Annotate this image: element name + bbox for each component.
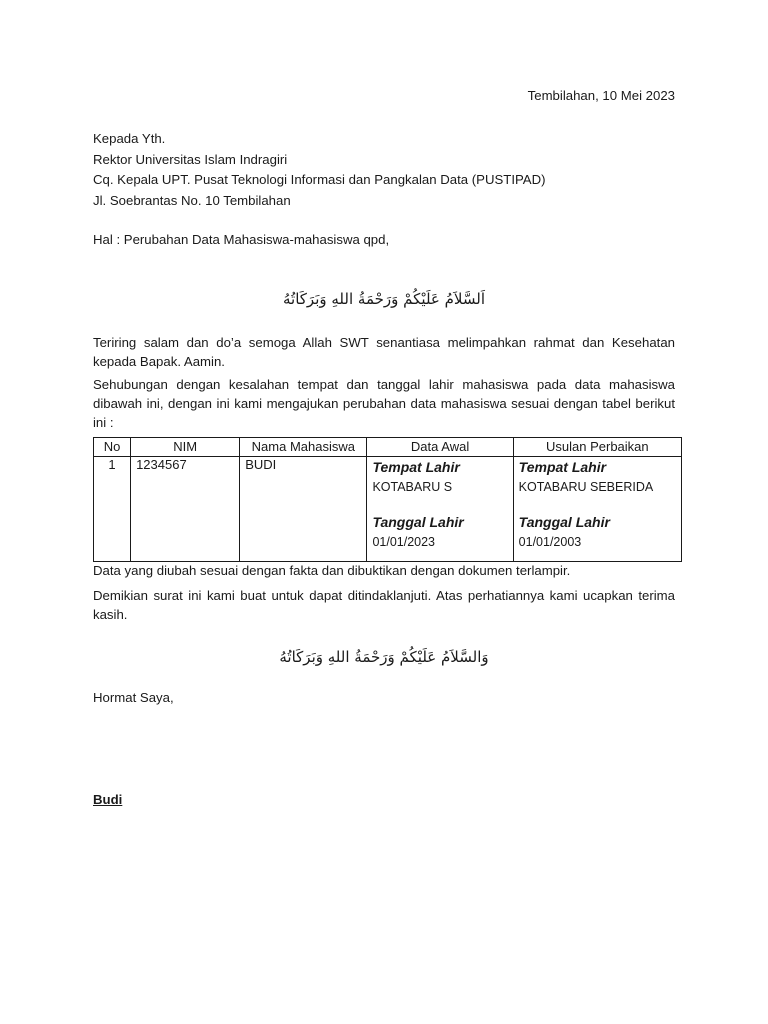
cell-no: 1 xyxy=(94,457,131,562)
usulan-tanggal-label: Tanggal Lahir xyxy=(518,514,610,530)
recipient-line: Rektor Universitas Islam Indragiri xyxy=(93,151,288,167)
table-header-row xyxy=(94,438,682,457)
recipient-line: Kepada Yth. xyxy=(93,131,166,146)
awal-tanggal-value: 01/01/2023 xyxy=(372,535,435,549)
arabic-closing: وَالسَّلاَمُ عَلَيْكُمْ وَرَحْمَةُ اللهِ وَبَرَكَاتُهُ xyxy=(279,648,489,666)
usulan-tempat-value: KOTABARU SEBERIDA xyxy=(518,480,654,494)
cell-data-awal xyxy=(367,457,513,562)
cell-usulan xyxy=(513,457,681,562)
table-row xyxy=(94,457,682,562)
subject-line: Hal : Perubahan Data Mahasiswa-mahasiswa qpd, xyxy=(93,232,390,247)
paragraph-evidence: Data yang diubah sesuai dengan fakta dan dibuktikan dengan dokumen terlampir. xyxy=(93,563,571,578)
cell-spacer xyxy=(519,497,676,512)
student-data-table xyxy=(93,437,682,562)
closing-salutation: Hormat Saya, xyxy=(93,690,174,705)
paragraph-purpose: Sehubungan dengan kesalahan tempat dan tanggal lahir mahasiswa pada data mahasiswa dibawah ini, dengan ini kami mengajukan perubahan data mahasiswa sesuai dengan tabel berikut ini : xyxy=(93,377,675,430)
awal-tanggal-label: Tanggal Lahir xyxy=(372,514,464,530)
place-date: Tembilahan, 10 Mei 2023 xyxy=(527,88,675,103)
awal-tempat-value: KOTABARU S xyxy=(372,480,453,494)
arabic-greeting: اَلسَّلاَمُ عَلَيْكُمْ وَرَحْمَةُ اللهِ وَبَرَكَاتُهُ xyxy=(283,290,485,308)
header-usulan: Usulan Perbaikan xyxy=(513,438,681,457)
cell-nim: 1234567 xyxy=(131,457,240,562)
header-no: No xyxy=(94,438,131,457)
header-nim: NIM xyxy=(131,438,240,457)
signer-name: Budi xyxy=(93,792,123,807)
header-data-awal: Data Awal xyxy=(367,438,513,457)
cell-nama: BUDI xyxy=(240,457,367,562)
cell-spacer xyxy=(372,497,507,512)
paragraph-greeting: Teriring salam dan do’a semoga Allah SWT senantiasa melimpahkan rahmat dan Kesehatan kepada Bapak. Aamin. xyxy=(93,335,675,369)
awal-tempat-label: Tempat Lahir xyxy=(372,459,460,475)
header-nama: Nama Mahasiswa xyxy=(240,438,367,457)
recipient-line: Cq. Kepala UPT. Pusat Teknologi Informasi dan Pangkalan Data (PUSTIPAD) xyxy=(93,172,546,187)
recipient-address xyxy=(93,129,546,211)
recipient-line: Jl. Soebrantas No. 10 Tembilahan xyxy=(93,192,291,208)
paragraph-closing: Demikian surat ini kami buat untuk dapat ditindaklanjuti. Atas perhatiannya kami ucapkan terima kasih. xyxy=(93,588,675,622)
usulan-tanggal-value: 01/01/2003 xyxy=(518,535,582,549)
usulan-tempat-label: Tempat Lahir xyxy=(518,459,607,475)
